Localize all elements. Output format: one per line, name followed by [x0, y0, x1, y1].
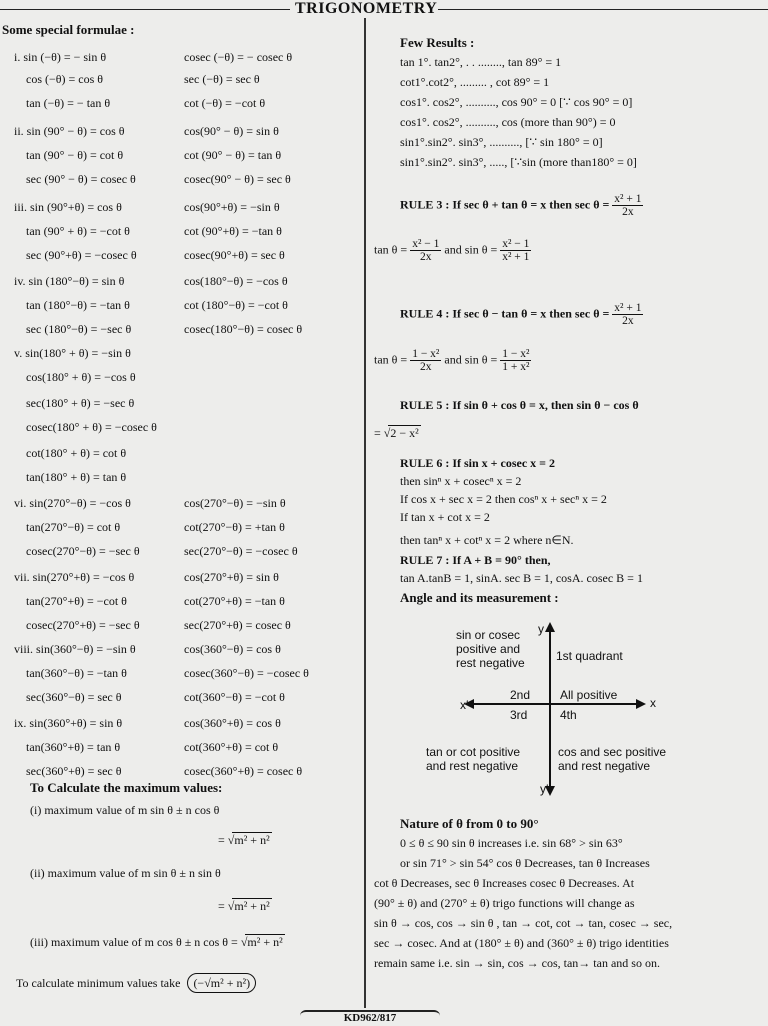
fraction-numerator: 1 − x² [412, 348, 440, 360]
formula-right-10: cot (180°−θ) = −cot θ [184, 298, 288, 312]
quadrant-2-label: 2nd [510, 688, 531, 702]
header-rule-left [0, 9, 290, 10]
formula-left-3: ii. sin (90° − θ) = cos θ [14, 124, 125, 138]
formula-left-20: cosec(270°−θ) = −sec θ [26, 544, 140, 558]
result-line-0: tan 1°. tan2°, . . ........, tan 89° = 1 [400, 55, 562, 69]
formula-right-0: cosec (−θ) = − cosec θ [184, 50, 293, 64]
nature-line-5: sec → cosec. And at (180° ± θ) and (360° ± θ) trigo identities [374, 936, 669, 950]
rule6-line-1: then sinⁿ x + cosecⁿ x = 2 [400, 474, 522, 488]
quadrant-2-note: sin or cosec positive and rest negative [456, 628, 525, 670]
page-title: TRIGONOMETRY [295, 0, 438, 17]
formula-left-23: cosec(270°+θ) = −sec θ [26, 618, 140, 632]
formula-left-2: tan (−θ) = − tan θ [26, 96, 111, 110]
min-value-expression: (−√m² + n²) [187, 973, 256, 993]
result-line-4: sin1°.sin2°. sin3°, .........., [∵ sin 180° = 0] [400, 135, 603, 149]
max-values-heading: To Calculate the maximum values: [30, 780, 223, 795]
formula-left-19: tan(270°−θ) = cot θ [26, 520, 121, 534]
equals-sign: = [218, 833, 225, 847]
rule4-tan-line [374, 348, 531, 373]
fraction-denominator: 1 + x² [502, 361, 530, 373]
max-value-iii-text: (iii) maximum value of m cos θ ± n cos θ = [30, 935, 238, 949]
fraction-denominator: x² + 1 [502, 251, 530, 263]
fraction-denominator: 2x [622, 315, 634, 327]
rule5-text: RULE 5 : If sin θ + cos θ = x, then sin θ − cos θ [400, 398, 639, 412]
formula-left-29: sec(360°+θ) = sec θ [26, 764, 122, 778]
max-value-i: (i) maximum value of m sin θ ± n cos θ [30, 803, 220, 817]
formula-right-20: sec(270°−θ) = −cosec θ [184, 544, 298, 558]
formula-right-4: cot (90° − θ) = tan θ [184, 148, 282, 162]
rule4-text: RULE 4 : If sec θ − tan θ = x then sec θ = [400, 306, 610, 321]
nature-line-1: or sin 71° > sin 54° cos θ Decreases, tan θ Increases [400, 856, 650, 870]
arrow-right-icon [636, 699, 646, 709]
formula-right-28: cot(360°+θ) = cot θ [184, 740, 279, 754]
formula-right-18: cos(270°−θ) = −sin θ [184, 496, 286, 510]
rule4-line [400, 302, 643, 327]
quadrant-1-label: 1st quadrant [556, 649, 623, 663]
sqrt-expression: 2 − x² [390, 426, 419, 440]
nature-line-3: (90° ± θ) and (270° ± θ) trigo functions will change as [374, 896, 635, 910]
formula-left-14: sec(180° + θ) = −sec θ [26, 396, 135, 410]
angle-heading: Angle and its measurement : [400, 590, 559, 605]
max-value-iii: (iii) maximum value of m cos θ ± n cos θ = √m² + n² [30, 935, 283, 949]
formula-left-25: tan(360°−θ) = −tan θ [26, 666, 127, 680]
sqrt-expression: m² + n² [247, 935, 283, 949]
formula-left-7: tan (90° + θ) = −cot θ [26, 224, 130, 238]
rule3-fraction [612, 193, 643, 218]
formula-right-8: cosec(90°+θ) = sec θ [184, 248, 285, 262]
formula-left-11: sec (180°−θ) = −sec θ [26, 322, 132, 336]
formula-left-28: tan(360°+θ) = tan θ [26, 740, 121, 754]
formula-right-7: cot (90°+θ) = −tan θ [184, 224, 282, 238]
formula-left-17: tan(180° + θ) = tan θ [26, 470, 127, 484]
rule3-tan-label: tan θ = [374, 242, 408, 257]
fraction-numerator: x² + 1 [614, 302, 642, 314]
formula-right-23: sec(270°+θ) = cosec θ [184, 618, 291, 632]
formula-right-19: cot(270°−θ) = +tan θ [184, 520, 285, 534]
result-line-3: cos1°. cos2°, .........., cos (more than 90°) = 0 [400, 115, 616, 129]
rule3-line [400, 193, 643, 218]
nature-heading: Nature of θ from 0 to 90° [400, 816, 539, 831]
formula-right-6: cos(90°+θ) = −sin θ [184, 200, 280, 214]
header [0, 0, 768, 18]
rule4-and-label: and sin θ = [444, 352, 498, 367]
formula-right-24: cos(360°−θ) = cos θ [184, 642, 281, 656]
nature-line-2: cot θ Decreases, sec θ Increases cosec θ Decreases. At [374, 876, 635, 890]
few-results-heading: Few Results : [400, 35, 475, 50]
sqrt-expression: m² + n² [234, 833, 270, 847]
formula-left-18: vi. sin(270°−θ) = −cos θ [14, 496, 131, 510]
formula-left-13: cos(180° + θ) = −cos θ [26, 370, 136, 384]
fraction-numerator: 1 − x² [502, 348, 530, 360]
result-line-1: cot1°.cot2°, ......... , cot 89° = 1 [400, 75, 550, 89]
fraction-numerator: x² − 1 [502, 238, 530, 250]
fraction-numerator: x² − 1 [412, 238, 440, 250]
fraction-denominator: 2x [622, 206, 634, 218]
page-footer: KD962/817 [300, 1010, 440, 1026]
formula-left-6: iii. sin (90°+θ) = cos θ [14, 200, 122, 214]
column-divider [364, 18, 366, 1008]
fraction-numerator: x² + 1 [614, 193, 642, 205]
special-formulae-heading: Some special formulae : [2, 22, 135, 37]
y-axis-label: y [538, 622, 544, 636]
formula-right-5: cosec(90° − θ) = sec θ [184, 172, 291, 186]
quadrant-4-note: cos and sec positive and rest negative [558, 745, 667, 773]
formula-left-0: i. sin (−θ) = − sin θ [14, 50, 107, 64]
fraction-denominator: 2x [420, 251, 432, 263]
formula-left-27: ix. sin(360°+θ) = sin θ [14, 716, 123, 730]
formula-left-15: cosec(180° + θ) = −cosec θ [26, 420, 157, 434]
nature-line-0: 0 ≤ θ ≤ 90 sin θ increases i.e. sin 68° > sin 63° [400, 836, 623, 850]
rule4-tan-label: tan θ = [374, 352, 408, 367]
rule4-fraction [612, 302, 643, 327]
rule3-tan-line [374, 238, 531, 263]
x-axis-label: x [650, 696, 656, 710]
rule6-line-2: If cos x + sec x = 2 then cosⁿ x + secⁿ x = 2 [400, 492, 607, 506]
formula-right-27: cos(360°+θ) = cos θ [184, 716, 281, 730]
formula-left-1: cos (−θ) = cos θ [26, 72, 104, 86]
formula-left-21: vii. sin(270°+θ) = −cos θ [14, 570, 135, 584]
formula-right-9: cos(180°−θ) = −cos θ [184, 274, 288, 288]
rule7-line-1: tan A.tanB = 1, sinA. sec B = 1, cosA. cosec B = 1 [400, 571, 643, 585]
quadrant-3-note: tan or cot positive and rest negative [426, 745, 521, 773]
formula-right-29: cosec(360°+θ) = cosec θ [184, 764, 303, 778]
formula-left-16: cot(180° + θ) = cot θ [26, 446, 127, 460]
min-value-line [16, 976, 256, 991]
max-value-ii: (ii) maximum value of m sin θ ± n sin θ [30, 866, 221, 880]
formula-right-11: cosec(180°−θ) = cosec θ [184, 322, 303, 336]
rule6-line-0: RULE 6 : If sin x + cosec x = 2 [400, 456, 556, 470]
x-prime-label: x′ [460, 698, 469, 712]
formula-left-5: sec (90° − θ) = cosec θ [26, 172, 136, 186]
rule4-sin-fraction [500, 348, 531, 373]
formula-left-9: iv. sin (180°−θ) = sin θ [14, 274, 125, 288]
quadrant-4-label: 4th [560, 708, 577, 722]
formula-left-10: tan (180°−θ) = −tan θ [26, 298, 130, 312]
arrow-up-icon [545, 622, 555, 632]
formula-right-21: cos(270°+θ) = sin θ [184, 570, 279, 584]
y-prime-label: y′ [540, 782, 549, 796]
quadrant-3-label: 3rd [510, 708, 528, 722]
max-value-ii-result: = √m² + n² [218, 899, 270, 913]
formula-right-22: cot(270°+θ) = −tan θ [184, 594, 285, 608]
header-rule-right [438, 9, 768, 10]
rule7-line-0: RULE 7 : If A + B = 90° then, [400, 553, 551, 567]
formula-left-8: sec (90°+θ) = −cosec θ [26, 248, 137, 262]
formula-right-1: sec (−θ) = sec θ [184, 72, 260, 86]
nature-line-6: remain same i.e. sin → sin, cos → cos, tan→ tan and so on. [374, 956, 660, 970]
formula-left-24: viii. sin(360°−θ) = −sin θ [14, 642, 136, 656]
formula-right-26: cot(360°−θ) = −cot θ [184, 690, 285, 704]
rule3-sin-fraction [500, 238, 531, 263]
equals-sign: = [218, 899, 225, 913]
all-positive-label: All positive [560, 688, 618, 702]
result-line-5: sin1°.sin2°. sin3°, ....., [∵sin (more than180° = 0] [400, 155, 637, 169]
formula-left-4: tan (90° − θ) = cot θ [26, 148, 124, 162]
rule6-line-3: If tan x + cot x = 2 [400, 510, 490, 524]
formula-left-12: v. sin(180° + θ) = −sin θ [14, 346, 131, 360]
fraction-denominator: 2x [420, 361, 432, 373]
nature-line-4: sin θ → cos, cos → sin θ , tan → cot, cot → tan, cosec → sec, [374, 916, 673, 930]
rule3-text: RULE 3 : If sec θ + tan θ = x then sec θ = [400, 197, 610, 212]
rule4-tan-fraction [410, 348, 441, 373]
rule6-line-4: then tanⁿ x + cotⁿ x = 2 where n∈N. [400, 533, 574, 547]
rule5-result: = √2 − x² [374, 426, 419, 440]
result-line-2: cos1°. cos2°, .........., cos 90° = 0 [∵ cos 90° = 0] [400, 95, 633, 109]
formula-left-22: tan(270°+θ) = −cot θ [26, 594, 127, 608]
max-value-i-result: = √m² + n² [218, 833, 270, 847]
rule3-tan-fraction [410, 238, 441, 263]
formula-left-26: sec(360°−θ) = sec θ [26, 690, 122, 704]
min-value-text: To calculate minimum values take [16, 976, 181, 990]
sqrt-expression: m² + n² [234, 899, 270, 913]
formula-right-25: cosec(360°−θ) = −cosec θ [184, 666, 309, 680]
equals-sign: = [374, 426, 381, 440]
rule3-and-label: and sin θ = [444, 242, 498, 257]
formula-right-2: cot (−θ) = −cot θ [184, 96, 266, 110]
formula-right-3: cos(90° − θ) = sin θ [184, 124, 279, 138]
